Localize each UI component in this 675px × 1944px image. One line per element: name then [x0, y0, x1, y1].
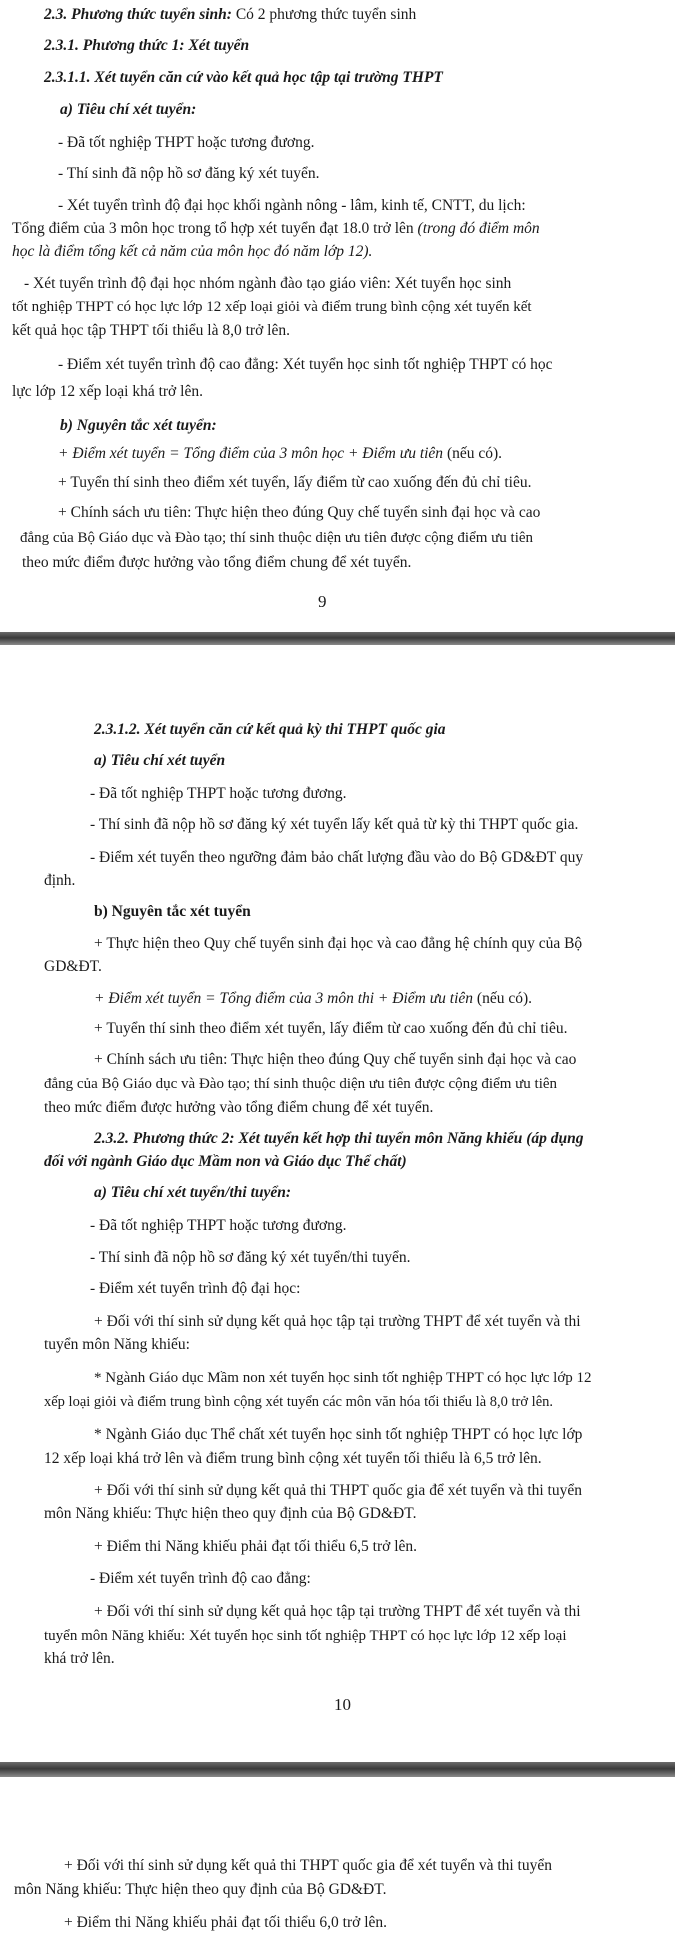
text-line: + Tuyển thí sinh theo điểm xét tuyển, lấy điểm từ cao xuống đến đủ chỉ tiêu. [94, 1020, 568, 1037]
text-line: môn Năng khiếu: Thực hiện theo quy định của Bộ GD&ĐT. [44, 1505, 417, 1522]
text-line: - Điểm xét tuyển trình độ đại học: [90, 1280, 301, 1297]
document-page-11 [0, 1777, 675, 1944]
text-line: - Điểm xét tuyển trình độ cao đẳng: Xét tuyển học sinh tốt nghiệp THPT có học [58, 356, 553, 373]
text-line: - Đã tốt nghiệp THPT hoặc tương đương. [58, 134, 315, 151]
text-line: + Chính sách ưu tiên: Thực hiện theo đúng Quy chế tuyển sinh đại học và cao [94, 1051, 577, 1068]
text-line: theo mức điểm được hưởng vào tổng điểm chung để xét tuyển. [44, 1099, 434, 1116]
text-line: môn Năng khiếu: Thực hiện theo quy định của Bộ GD&ĐT. [14, 1881, 387, 1898]
subheading-criteria: a) Tiêu chí xét tuyển: [60, 101, 197, 118]
text-line: GD&ĐT. [44, 958, 102, 975]
text-line: đẳng của Bộ Giáo dục và Đào tạo; thí sinh thuộc diện ưu tiên được cộng điểm ưu tiên [44, 1076, 558, 1092]
text-line: tuyển môn Năng khiếu: Xét tuyển học sinh tốt nghiệp THPT có học lực lớp 12 xếp loại [44, 1628, 567, 1644]
text-line: - Thí sinh đã nộp hồ sơ đăng ký xét tuyển. [58, 165, 320, 182]
text-line: lực lớp 12 xếp loại khá trở lên. [12, 383, 203, 400]
text-line: theo mức điểm được hưởng vào tổng điểm chung để xét tuyển. [22, 554, 412, 571]
section-heading-2-3-1-2: 2.3.1.2. Xét tuyển căn cứ kết quả kỳ thi THPT quốc gia [94, 721, 446, 738]
text-line: + Đối với thí sinh sử dụng kết quả thi THPT quốc gia để xét tuyển và thi tuyển [94, 1482, 582, 1499]
text-line: - Điểm xét tuyển theo ngưỡng đảm bảo chất lượng đầu vào do Bộ GD&ĐT quy [90, 849, 584, 866]
text-line: - Đã tốt nghiệp THPT hoặc tương đương. [90, 785, 347, 802]
text-line: tuyển môn Năng khiếu: [44, 1336, 190, 1353]
text-line: + Đối với thí sinh sử dụng kết quả thi THPT quốc gia để xét tuyển và thi tuyển [64, 1857, 552, 1874]
text-line: - Điểm xét tuyển trình độ cao đẳng: [90, 1570, 311, 1587]
text-line: học là điểm tổng kết cả năm của môn học đó năm lớp 12). [12, 243, 373, 260]
subheading-criteria: a) Tiêu chí xét tuyển [94, 752, 226, 769]
section-heading-2-3-2-cont: đối với ngành Giáo dục Mầm non và Giáo dục Thể chất) [44, 1153, 407, 1170]
text-line: 12 xếp loại khá trở lên và điểm trung bình cộng xét tuyển tối thiểu là 6,5 trở lên. [44, 1450, 542, 1467]
text-line: + Điểm thi Năng khiếu phải đạt tối thiểu 6,0 trở lên. [64, 1914, 388, 1931]
text-line: tốt nghiệp THPT có học lực lớp 12 xếp loại giỏi và điểm trung bình cộng xét tuyển kết [12, 299, 532, 315]
page-separator [0, 1762, 675, 1777]
section-heading-2-3-1-1: 2.3.1.1. Xét tuyển căn cứ vào kết quả học tập tại trường THPT [44, 69, 443, 86]
text-line: - Đã tốt nghiệp THPT hoặc tương đương. [90, 1217, 347, 1234]
text-line: + Điểm xét tuyển = Tổng điểm của 3 môn học + Điểm ưu tiên (nếu có). [58, 445, 503, 462]
text-line: định. [44, 872, 76, 889]
page-number: 10 [334, 1695, 351, 1714]
text-line: - Thí sinh đã nộp hồ sơ đăng ký xét tuyển/thi tuyển. [90, 1249, 411, 1266]
text-line: + Điểm thi Năng khiếu phải đạt tối thiểu 6,5 trở lên. [94, 1538, 418, 1555]
text-line: Tổng điểm của 3 môn học trong tổ hợp xét tuyển đạt 18.0 trở lên (trong đó điểm môn [12, 220, 540, 237]
text-line: - Xét tuyển trình độ đại học khối ngành nông - lâm, kinh tế, CNTT, du lịch: [58, 197, 526, 214]
section-heading-2-3-1: 2.3.1. Phương thức 1: Xét tuyển [44, 37, 250, 54]
document-page-10 [0, 645, 675, 1762]
subheading-principles: b) Nguyên tắc xét tuyển [94, 903, 251, 920]
subheading-criteria-exam: a) Tiêu chí xét tuyển/thi tuyển: [94, 1184, 292, 1201]
text-line: + Đối với thí sinh sử dụng kết quả học tập tại trường THPT để xét tuyển và thi [94, 1603, 581, 1620]
text-line: + Tuyển thí sinh theo điểm xét tuyển, lấy điểm từ cao xuống đến đủ chỉ tiêu. [58, 474, 532, 491]
text-line: + Điểm xét tuyển = Tổng điểm của 3 môn thi + Điểm ưu tiên (nếu có). [94, 990, 533, 1007]
document-page-9 [0, 0, 675, 632]
text-line: xếp loại giỏi và điểm trung bình cộng xét tuyển các môn văn hóa tối thiểu là 8,0 trở lên. [44, 1394, 554, 1410]
text-line: + Thực hiện theo Quy chế tuyển sinh đại học và cao đẳng hệ chính quy của Bộ [94, 935, 583, 952]
text-line: * Ngành Giáo dục Thể chất xét tuyển học sinh tốt nghiệp THPT có học lực lớp [94, 1426, 583, 1443]
section-heading-2-3-2: 2.3.2. Phương thức 2: Xét tuyển kết hợp thi tuyển môn Năng khiếu (áp dụng [94, 1130, 584, 1147]
section-heading-2-3: 2.3. Phương thức tuyển sinh: Có 2 phương thức tuyển sinh [44, 6, 417, 23]
page-number: 9 [318, 592, 327, 611]
text-line: + Đối với thí sinh sử dụng kết quả học tập tại trường THPT để xét tuyển và thi [94, 1313, 581, 1330]
text-line: khá trở lên. [44, 1650, 115, 1667]
text-line: - Thí sinh đã nộp hồ sơ đăng ký xét tuyển lấy kết quả từ kỳ thi THPT quốc gia. [90, 816, 579, 833]
text-line: đẳng của Bộ Giáo dục và Đào tạo; thí sinh thuộc diện ưu tiên được cộng điểm ưu tiên [20, 530, 534, 546]
text-line: - Xét tuyển trình độ đại học nhóm ngành đào tạo giáo viên: Xét tuyển học sinh [24, 275, 512, 292]
text-line: kết quả học tập THPT tối thiểu là 8,0 trở lên. [12, 322, 290, 339]
page-separator [0, 632, 675, 645]
subheading-principles: b) Nguyên tắc xét tuyển: [60, 417, 217, 434]
text-line: * Ngành Giáo dục Mầm non xét tuyển học sinh tốt nghiệp THPT có học lực lớp 12 [94, 1370, 592, 1386]
text-line: + Chính sách ưu tiên: Thực hiện theo đúng Quy chế tuyển sinh đại học và cao [58, 504, 541, 521]
